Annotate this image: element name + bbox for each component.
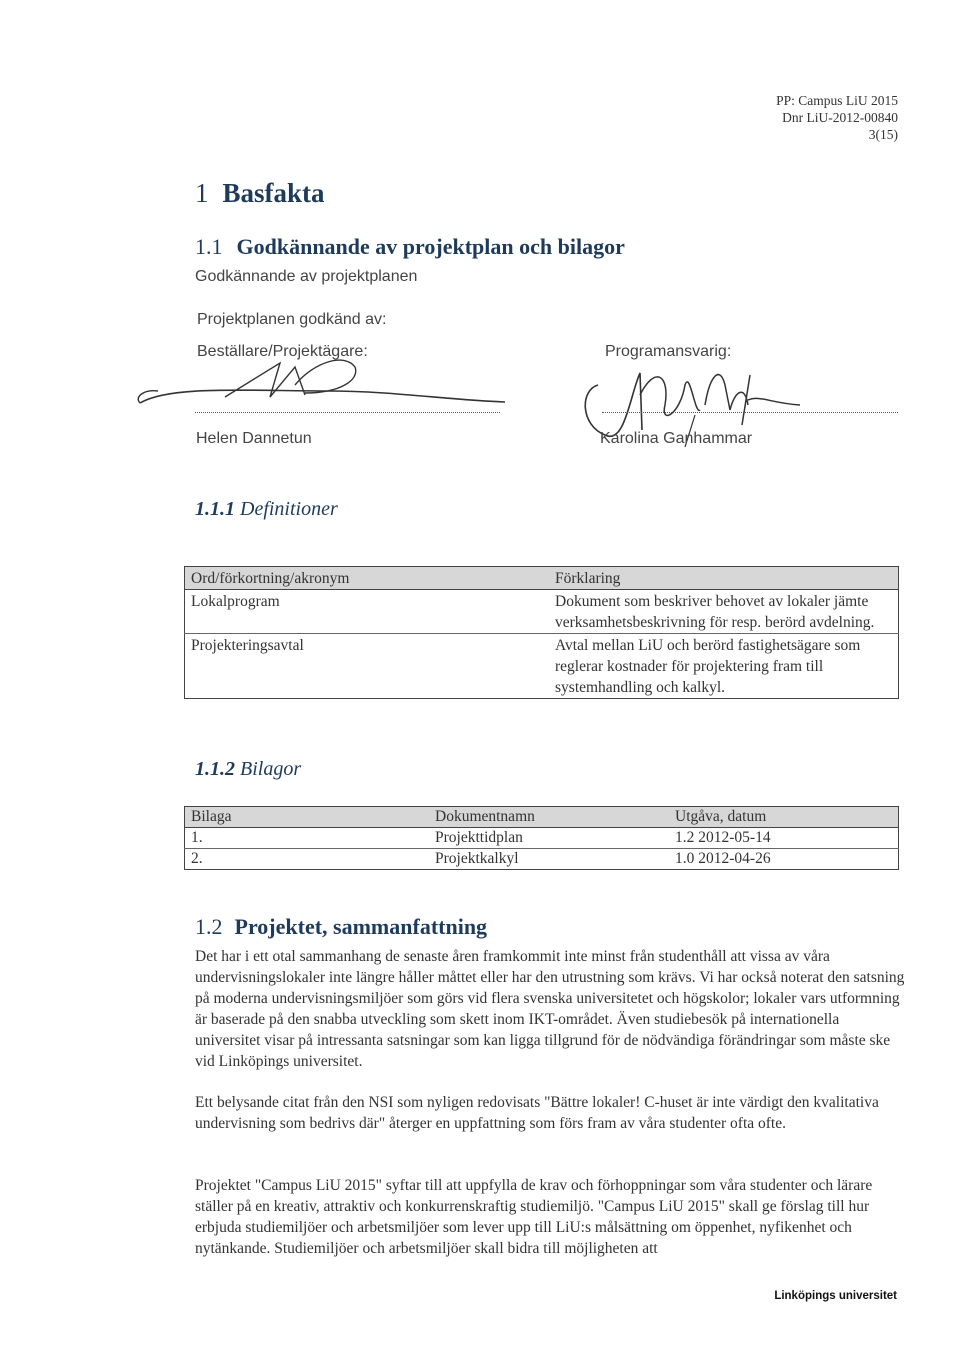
header-project: PP: Campus LiU 2015 bbox=[776, 93, 898, 108]
footer-logo: Linköpings universitet bbox=[774, 1290, 897, 1302]
signature-left bbox=[130, 355, 520, 415]
attachment-name: Projektkalkyl bbox=[429, 849, 669, 870]
definitions-table bbox=[184, 566, 899, 699]
approved-by-label: Projektplanen godkänd av: bbox=[197, 311, 387, 328]
section-title: Definitioner bbox=[240, 498, 338, 520]
section-number: 1.1.1 bbox=[195, 498, 235, 520]
column-header: Utgåva, datum bbox=[669, 807, 899, 828]
column-header: Dokumentnamn bbox=[429, 807, 669, 828]
section-title: Basfakta bbox=[222, 178, 325, 208]
column-header: Ord/förkortning/akronym bbox=[185, 567, 550, 590]
table-row bbox=[185, 590, 899, 634]
header-dnr: Dnr LiU-2012-00840 bbox=[782, 110, 898, 125]
term-cell: Projekteringsavtal bbox=[191, 637, 304, 654]
column-header: Förklaring bbox=[549, 567, 899, 590]
section-1-1-heading bbox=[195, 234, 625, 260]
attachments-table bbox=[184, 806, 899, 870]
section-title: Bilagor bbox=[240, 758, 302, 780]
summary-paragraph-2: Ett belysande citat från den NSI som nyligen redovisats "Bättre lokaler! C-huset är inte värdigt den kvalitativa undervisning som bedrivs där" återger en uppfattning som förs fram av våra studenter ofta ofte. bbox=[195, 1094, 879, 1132]
section-1-heading bbox=[195, 178, 325, 209]
section-1-1-1-heading bbox=[195, 498, 338, 521]
column-header: Bilaga bbox=[185, 807, 430, 828]
summary-paragraph-3: Projektet "Campus LiU 2015" syftar till att uppfylla de krav och förhoppningar som våra studenter och lärare ställer på en kreativ, attraktiv och konkurrenskraftig studiemiljö. "Campus LiU 2015" skall ge förslag till hur erbjuda studiemiljöer och arbetsmiljöer som lever upp till LiU:s målsättning om öppenhet, nyfikenhet och nytänkande. Studiemiljöer och arbetsmiljöer skall bidra till möjligheten att bbox=[195, 1177, 873, 1257]
signature-line-left bbox=[195, 412, 500, 413]
signatory-name-left: Helen Dannetun bbox=[196, 430, 312, 447]
table-header-row bbox=[185, 807, 899, 828]
description-cell: Avtal mellan LiU och berörd fastighetsägare som reglerar kostnader för projektering fram till systemhandling och kalkyl. bbox=[555, 637, 861, 696]
section-number: 1.1 bbox=[195, 234, 223, 259]
attachment-name: Projekttidplan bbox=[429, 828, 669, 849]
section-title: Godkännande av projektplan och bilagor bbox=[236, 234, 625, 259]
table-row bbox=[185, 828, 899, 849]
section-1-1-2-heading bbox=[195, 758, 301, 781]
description-cell: Dokument som beskriver behovet av lokaler jämte verksamhetsbeskrivning för resp. berörd avdelning. bbox=[549, 590, 899, 634]
signatory-name-right: Karolina Ganhammar bbox=[600, 430, 753, 447]
role-label-right: Programansvarig: bbox=[605, 343, 732, 360]
section-title: Projektet, sammanfattning bbox=[234, 914, 488, 939]
table-row bbox=[185, 849, 899, 870]
table-header-row bbox=[185, 567, 899, 590]
attachment-number: 1. bbox=[185, 828, 430, 849]
approval-subtitle: Godkännande av projektplanen bbox=[195, 268, 418, 285]
section-1-2-heading bbox=[195, 914, 487, 940]
attachment-edition: 1.2 2012-05-14 bbox=[669, 828, 899, 849]
summary-paragraph-1: Det har i ett otal sammanhang de senaste åren framkommit inte minst från studenthåll att vissa av våra undervisningslokaler inte längre håller måttet eller har den utrustning som krävs. Vi har också noterat den satsning på moderna undervisningsmiljöer som görs vid flera svenska universitetet och högskolor; lokaler vars utformning är baserade på den snabba utveckling som skett inom IKT-området. Även studiebesök på internationella universitet visar på intressanta satsningar som kan ligga tillgrund för de nödvändiga förändringar som måste ske vid Linköpings universitet. bbox=[195, 948, 905, 1070]
table-row bbox=[185, 634, 899, 699]
section-number: 1 bbox=[195, 178, 209, 208]
section-number: 1.2 bbox=[195, 914, 223, 939]
attachment-edition: 1.0 2012-04-26 bbox=[669, 849, 899, 870]
document-header bbox=[776, 92, 898, 143]
signature-line-right bbox=[602, 412, 898, 413]
header-page: 3(15) bbox=[868, 127, 898, 142]
role-label-left: Beställare/Projektägare: bbox=[197, 343, 368, 360]
attachment-number: 2. bbox=[185, 849, 430, 870]
term-cell: Lokalprogram bbox=[185, 590, 550, 634]
section-number: 1.1.2 bbox=[195, 758, 235, 780]
